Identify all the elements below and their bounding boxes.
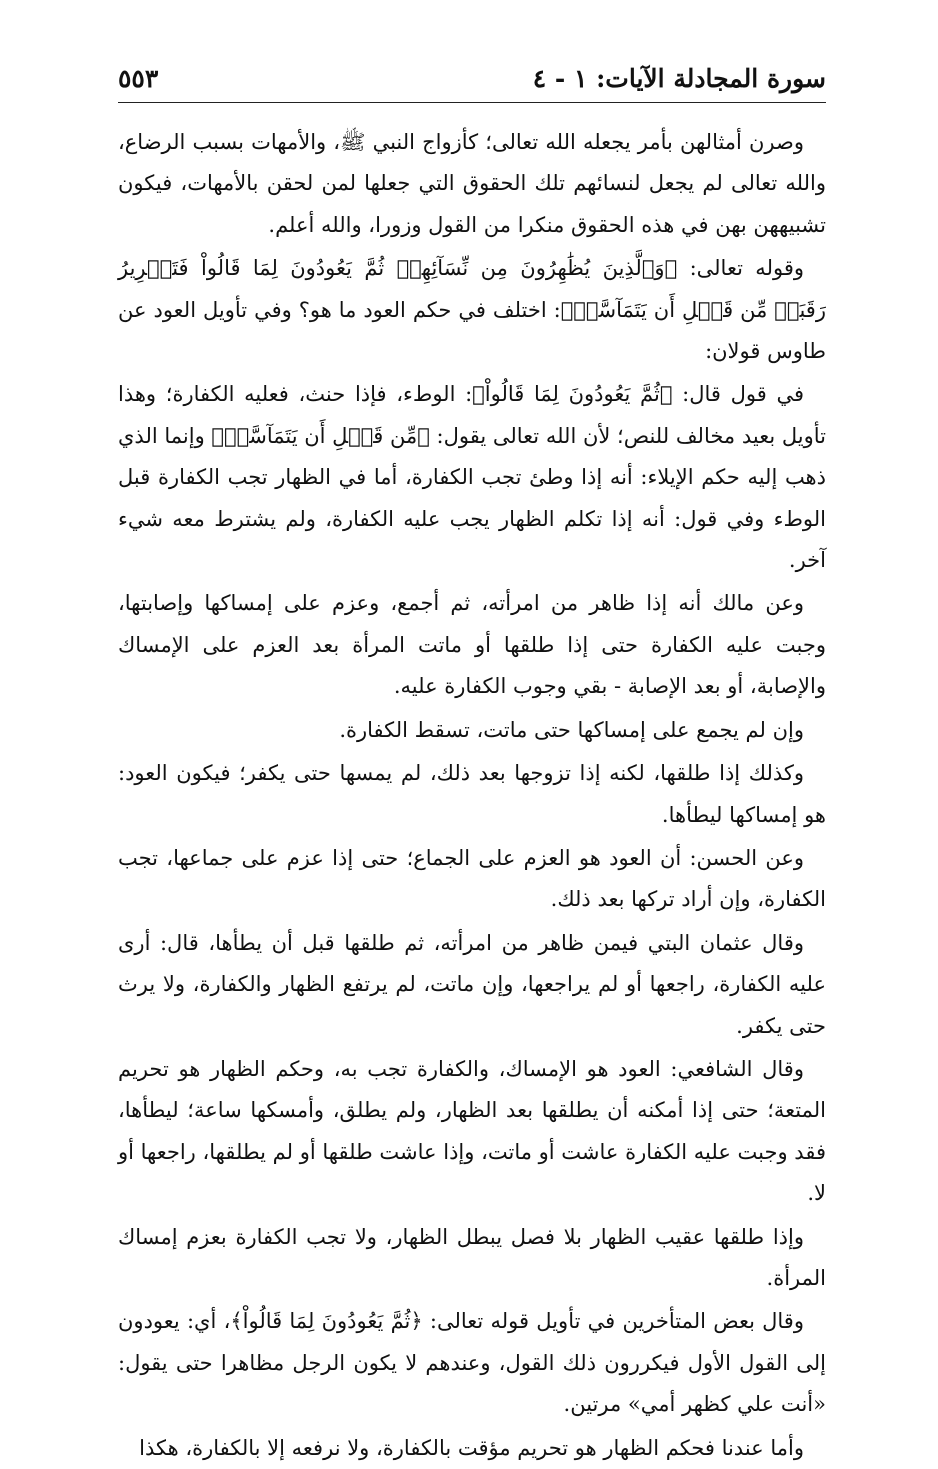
paragraph: وقال عثمان البتي فيمن ظاهر من امرأته، ثم طلقها قبل أن يطأها، قال: أرى عليه الكفارة، راجعها أو لم يراجعها، وإن ماتت، لم يرتفع الظهار والكفارة، ولا يرث حتى يكفر. (118, 930, 826, 1038)
header-rule (118, 102, 826, 103)
page-number: ٥٥٣ (118, 63, 159, 93)
paragraph: وقال الشافعي: العود هو الإمساك، والكفارة تجب به، وحكم الظهار هو تحريم المتعة؛ حتى إذا أمكنه أن يطلقها بعد الظهار، ولم يطلق، وأمسكها ساعة؛ ليطأها، فقد وجبت عليه الكفارة عاشت أو ماتت، وإذا عاشت طلقها أو لم يطلقها، راجعها أو لا. (118, 1056, 826, 1206)
running-header (118, 58, 826, 98)
paragraph: في قول قال: ﴿ثُمَّ يَعُودُونَ لِمَا قَالُواْ﴾: الوطء، فإذا حنث، فعليه الكفارة؛ وهذا تأويل بعيد مخالف للنص؛ لأن الله تعالى يقول: ﴿مِّن قَبۡلِ أَن يَتَمَآسَّاۚ﴾ وإنما الذي ذهب إليه حكم الإيلاء: أنه إذا وطئ تجب الكفارة، أما في الظهار تجب الكفارة قبل الوطء وفي قول: أنه إذا تكلم الظهار يجب عليه الكفارة، ولم يشترط معه شيء آخر. (118, 382, 826, 573)
paragraph: وأما عندنا فحكم الظهار هو تحريم مؤقت بالكفارة، ولا نرفعه إلا بالكفارة، هكذا (139, 1435, 804, 1460)
paragraph: وكذلك إذا طلقها، لكنه إذا تزوجها بعد ذلك، لم يمسها حتى يكفر؛ فيكون العود: هو إمساكها ليطأها. (118, 761, 826, 827)
paragraph: وعن مالك أنه إذا ظاهر من امرأته، ثم أجمع، وعزم على إمساكها وإصابتها، وجبت عليه الكفارة حتى إذا طلقها أو ماتت المرأة بعد العزم على الإمساك والإصابة، أو بعد الإصابة - بقي وجوب الكفارة عليه. (118, 591, 826, 699)
running-title: سورة المجادلة الآيات: ١ - ٤ (532, 63, 826, 93)
paragraph: وقال بعض المتأخرين في تأويل قوله تعالى: ﴿ثُمَّ يَعُودُونَ لِمَا قَالُواْ﴾، أي: يعودون إلى القول الأول فيكررون ذلك القول، وعندهم لا يكون الرجل مظاهرا حتى يقول: «أنت علي كظهر أمي» مرتين. (118, 1309, 826, 1417)
paragraph: وصرن أمثالهن بأمر يجعله الله تعالى؛ كأزواج النبي ﷺ، والأمهات بسبب الرضاع، والله تعالى لم يجعل لنسائهم تلك الحقوق التي جعلها لمن لحقن بالأمهات، فيكون تشبيههن بهن في هذه الحقوق منكرا من القول وزورا، والله أعلم. (118, 130, 826, 237)
paragraph: وعن الحسن: أن العود هو العزم على الجماع؛ حتى إذا عزم على جماعها، تجب الكفارة، وإن أراد تركها بعد ذلك. (118, 845, 826, 912)
paragraph: وإن لم يجمع على إمساكها حتى ماتت، تسقط الكفارة. (339, 717, 804, 742)
body-text (118, 122, 826, 1469)
paragraph: وقوله تعالى: ﴿وَٱلَّذِينَ يُظَٰهِرُونَ مِن نِّسَآئِهِمۡ ثُمَّ يَعُودُونَ لِمَا قَالُواْ فَتَحۡرِيرُ رَقَبَةٖ مِّن قَبۡلِ أَن يَتَمَآسَّاۚ﴾: اختلف في حكم العود ما هو؟ وفي تأويل العود عن طاوس قولان: (118, 256, 826, 364)
paragraph: وإذا طلقها عقيب الظهار بلا فصل يبطل الظهار، ولا تجب الكفارة بعزم إمساك المرأة. (118, 1224, 826, 1290)
